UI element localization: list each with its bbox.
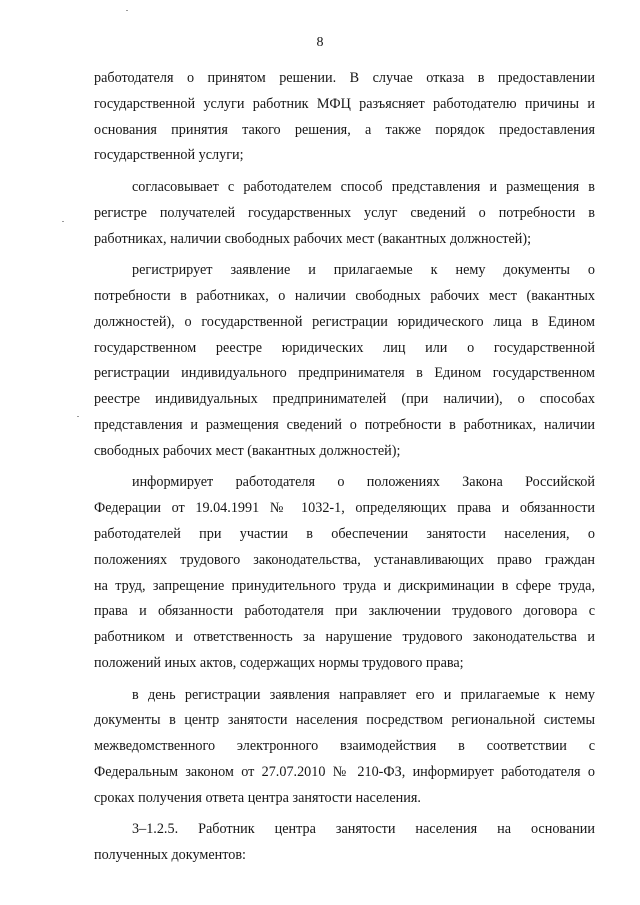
body-text [94,66,595,869]
text-line: государственной услуги работник МФЦ разъясняет работодателю причины и [94,95,595,112]
text-line: сроках получения ответа центра занятости населения. [94,789,421,806]
text-line: работодателей при участии в обеспечении занятости населения, о [94,525,595,542]
text-line: основания принятия такого решения, а также порядок предоставления [94,121,595,138]
text-line: права и обязанности работодателя при заключении трудового договора с [94,603,595,620]
scan-speck [126,10,128,11]
text-line: положений иных актов, содержащих нормы трудового права; [94,654,464,671]
text-line: в день регистрации заявления направляет его и прилагаемые к нему [132,686,595,703]
text-line: положениях трудового законодательства, устанавливающих право граждан [94,551,595,568]
text-line: согласовывает с работодателем способ представления и размещения в [132,178,595,195]
text-line: 3–1.2.5. Работник центра занятости населения на основании [132,821,595,838]
text-line: потребности в работниках, о наличии свободных рабочих мест (вакантных [94,287,595,304]
paragraph [94,470,595,676]
text-line: государственном реестре юридических лиц или о государственной [94,339,595,356]
text-line: регистре получателей государственных услуг сведений о потребности в [94,204,595,221]
scan-speck [62,221,64,222]
text-line: Федерации от 19.04.1991 № 1032-1, определяющих права и обязанности [94,500,595,517]
text-line: государственной услуги; [94,147,244,164]
text-line: регистрации индивидуального предпринимателя в Едином государственном [94,365,595,382]
scan-speck [77,416,79,417]
text-line: реестре индивидуальных предпринимателей (при наличии), о способах [94,391,595,408]
paragraph [94,66,595,169]
text-line: работниках, наличии свободных рабочих мест (вакантных должностей); [94,230,532,247]
paragraph [94,175,595,252]
text-line: должностей), о государственной регистрации юридического лица в Едином [94,313,595,330]
text-line: информирует работодателя о положениях Закона Российской [132,474,595,491]
text-line: полученных документов: [94,847,246,864]
paragraph [94,683,595,812]
page-number: 8 [316,35,324,50]
text-line: работником и ответственность за нарушение трудового законодательства и [94,629,595,646]
text-line: работодателя о принятом решении. В случае отказа в предоставлении [94,70,595,86]
text-line: на труд, запрещение принудительного труда и дискриминации в сфере труда, [94,577,595,594]
text-line: Федеральным законом от 27.07.2010 № 210-ФЗ, информирует работодателя о [94,763,595,780]
text-line: регистрирует заявление и прилагаемые к нему документы о [132,262,595,279]
paragraph [94,817,595,869]
text-line: представления и размещения сведений о потребности в работниках, наличии [94,416,595,433]
text-line: межведомственного электронного взаимодействия в соответствии с [94,738,595,755]
text-line: документы в центр занятости населения посредством региональной системы [94,712,595,729]
text-line: свободных рабочих мест (вакантных должностей); [94,442,401,459]
paragraph [94,258,595,464]
